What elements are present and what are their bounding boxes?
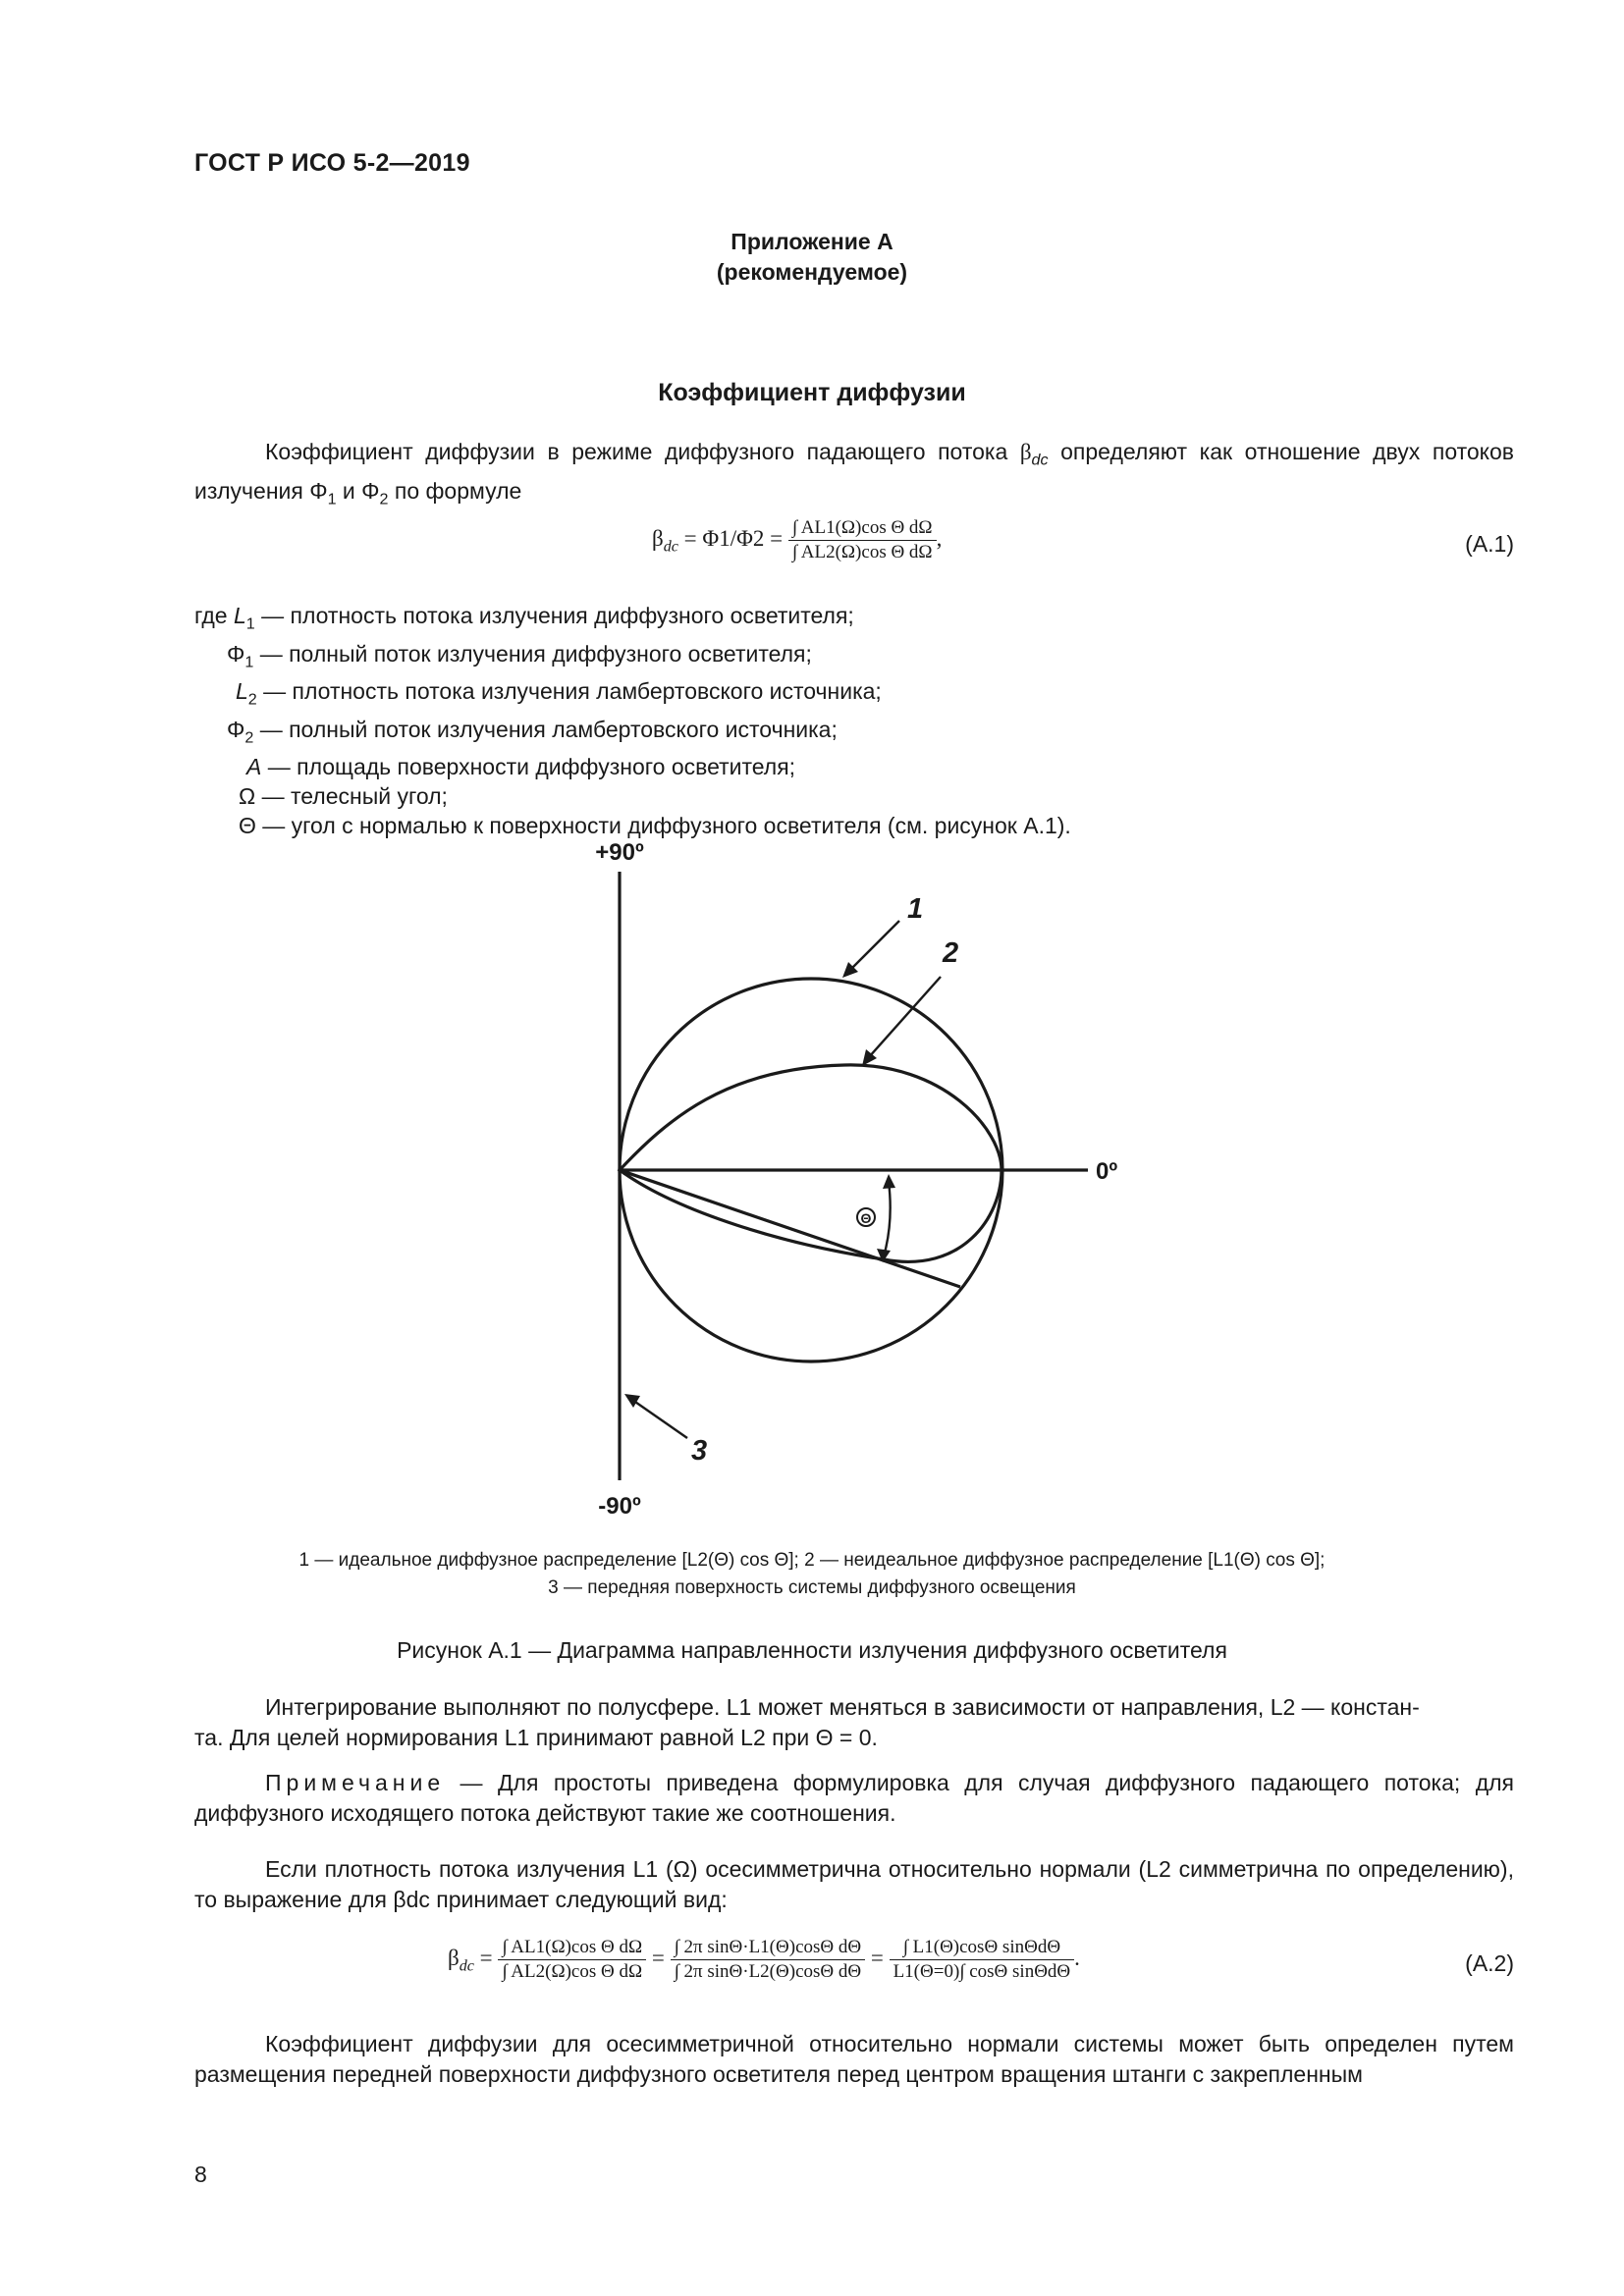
figure-legend-line1: 1 — идеальное диффузное распределение [L2(Θ) cos Θ]; 2 — неидеальное диффузное распределение [L1(Θ) cos Θ]; <box>298 1550 1326 1571</box>
para2-line2: та. Для целей нормирования L1 принимают равной L2 при Θ = 0. <box>194 1725 878 1750</box>
paragraph-intro <box>194 437 1514 514</box>
formula-a2-fraction-2 <box>671 1937 866 1983</box>
formula-a2-f1-numerator: ∫ AL1(Ω)cos Θ dΩ <box>498 1937 646 1960</box>
paragraph-axisymmetric: Если плотность потока излучения L1 (Ω) осесимметрична относительно нормали (L2 симметрична по определению), то выражение для βdc принимает следующий вид: <box>194 1856 1514 1912</box>
def-subscript: 2 <box>247 690 257 709</box>
def-symbol: Θ <box>239 813 256 839</box>
formula-a2-fraction-1 <box>498 1937 646 1983</box>
definition-row <box>194 601 1071 639</box>
definitions-list <box>194 601 1071 840</box>
label-zero: 0º <box>1096 1158 1118 1185</box>
formula-a2-f2-numerator: ∫ 2π sinΘ·L1(Θ)cosΘ dΘ <box>671 1937 866 1960</box>
callout-2-leader <box>868 977 941 1058</box>
def-subscript: 2 <box>244 728 254 747</box>
formula-a1-denominator: ∫ AL2(Ω)cos Θ dΩ <box>791 542 933 562</box>
callout-3-leader <box>632 1400 687 1438</box>
para2-line1: Интегрирование выполняют по полусфере. L1 может меняться в зависимости от направления, L2 — констан- <box>265 1694 1420 1720</box>
def-text: — полный поток излучения ламбертовского источника; <box>253 716 838 742</box>
def-symbol: Φ <box>227 716 245 742</box>
formula-a2-f2-denominator: ∫ 2π sinΘ·L2(Θ)cosΘ dΘ <box>674 1961 862 1982</box>
def-lead: где <box>194 603 234 628</box>
definition-row <box>194 715 1071 753</box>
phi2-subscript: 2 <box>379 490 389 508</box>
formula-a2-lhs: β <box>448 1945 460 1970</box>
def-symbol: Ω <box>239 783 256 810</box>
callout-2-label: 2 <box>943 937 959 969</box>
para1-text-b: определяют как отношение двух потоков излучения Φ <box>194 439 1514 504</box>
equation-number-a2: (А.2) <box>1465 1950 1514 1976</box>
document-header: ГОСТ Р ИСО 5-2—2019 <box>194 149 470 177</box>
angle-arc-arrow-top <box>883 1174 895 1189</box>
formula-a2-fraction-3 <box>890 1937 1075 1983</box>
para1-text-d: по формуле <box>388 477 522 504</box>
formula-a1 <box>652 517 942 563</box>
equation-number-a1: (А.1) <box>1465 531 1514 557</box>
note-text: — Для простоты приведена формулировка для случая диффузного падающего потока; для диффузного исходящего потока действуют такие же соотношения. <box>194 1770 1514 1826</box>
def-subscript: 1 <box>245 614 255 633</box>
definition-row <box>194 676 1071 715</box>
appendix-title: Приложение А <box>731 229 893 254</box>
paragraph-measurement: Коэффициент диффузии для осесимметричной относительно нормали системы может быть определен путем размещения передней поверхности диффузного осветителя перед центром вращения штанги с закрепленным <box>194 2031 1514 2087</box>
definition-row <box>194 752 1071 781</box>
formula-a1-tail: , <box>936 525 943 551</box>
figure-title: Рисунок А.1 — Диаграмма направленности излучения диффузного осветителя <box>397 1637 1227 1663</box>
phi1-subscript: 1 <box>327 490 337 508</box>
def-symbol: L <box>236 678 248 705</box>
definition-row <box>194 639 1071 677</box>
formula-a2 <box>448 1937 1080 1983</box>
def-text: — площадь поверхности диффузного осветителя; <box>261 754 796 780</box>
section-title: Коэффициент диффузии <box>658 379 966 406</box>
formula-a2-tail: . <box>1074 1945 1080 1970</box>
label-minus-90: -90º <box>598 1493 641 1520</box>
callout-1-leader <box>850 921 899 970</box>
para1-text-a: Коэффициент диффузии в режиме диффузного падающего потока <box>265 439 1020 464</box>
note-label: Примечание <box>265 1770 446 1795</box>
theta-mark: Θ <box>860 1210 872 1226</box>
callout-1-label: 1 <box>907 893 924 925</box>
formula-a2-eq3: = <box>865 1945 890 1970</box>
callout-3-label: 3 <box>691 1435 708 1467</box>
formula-a1-lhs-sub: dc <box>663 538 678 556</box>
def-subscript: 1 <box>244 653 254 671</box>
formula-a1-numerator: ∫ AL1(Ω)cos Θ dΩ <box>788 517 937 541</box>
def-symbol: Φ <box>227 640 245 667</box>
page-number: 8 <box>194 2162 207 2187</box>
formula-a2-f3-denominator: L1(Θ=0)∫ cosΘ sinΘdΘ <box>893 1961 1071 1982</box>
def-text: — угол с нормалью к поверхности диффузного осветителя (см. рисунок А.1). <box>255 813 1071 839</box>
formula-a2-f3-numerator: ∫ L1(Θ)cosΘ sinΘdΘ <box>890 1937 1075 1960</box>
formula-a1-lhs: β <box>652 525 664 551</box>
note-paragraph <box>194 1768 1514 1829</box>
beta-subscript: dc <box>1031 451 1049 469</box>
radiation-pattern-figure <box>550 825 1159 1531</box>
label-plus-90: +90º <box>595 839 644 866</box>
def-text: — плотность потока излучения диффузного осветителя; <box>254 603 854 628</box>
beta-symbol: β <box>1019 440 1032 464</box>
def-text: — полный поток излучения диффузного осветителя; <box>253 640 812 667</box>
paragraph-integration <box>194 1692 1514 1753</box>
formula-a2-eq2: = <box>646 1945 671 1970</box>
def-symbol: A <box>246 754 262 780</box>
angle-ray <box>620 1170 960 1287</box>
definition-row <box>194 781 1071 811</box>
appendix-subtitle: (рекомендуемое) <box>716 259 908 285</box>
def-symbol: L <box>233 603 246 628</box>
figure-legend-line2: 3 — передняя поверхность системы диффузного освещения <box>548 1577 1076 1598</box>
nonideal-distribution-curve <box>620 1065 1001 1262</box>
para1-text-c: и Φ <box>336 477 380 504</box>
formula-a1-mid: = Φ1/Φ2 = <box>677 525 788 551</box>
formula-a2-lhs-sub: dc <box>459 1957 474 1975</box>
formula-a1-fraction <box>788 517 937 563</box>
def-text: — телесный угол; <box>255 783 448 810</box>
def-text: — плотность потока излучения ламбертовского источника; <box>256 678 882 705</box>
formula-a2-eq1: = <box>473 1945 499 1970</box>
callout-3-arrow <box>624 1394 640 1408</box>
angle-arc <box>884 1181 891 1256</box>
formula-a2-f1-denominator: ∫ AL2(Ω)cos Θ dΩ <box>502 1961 643 1982</box>
